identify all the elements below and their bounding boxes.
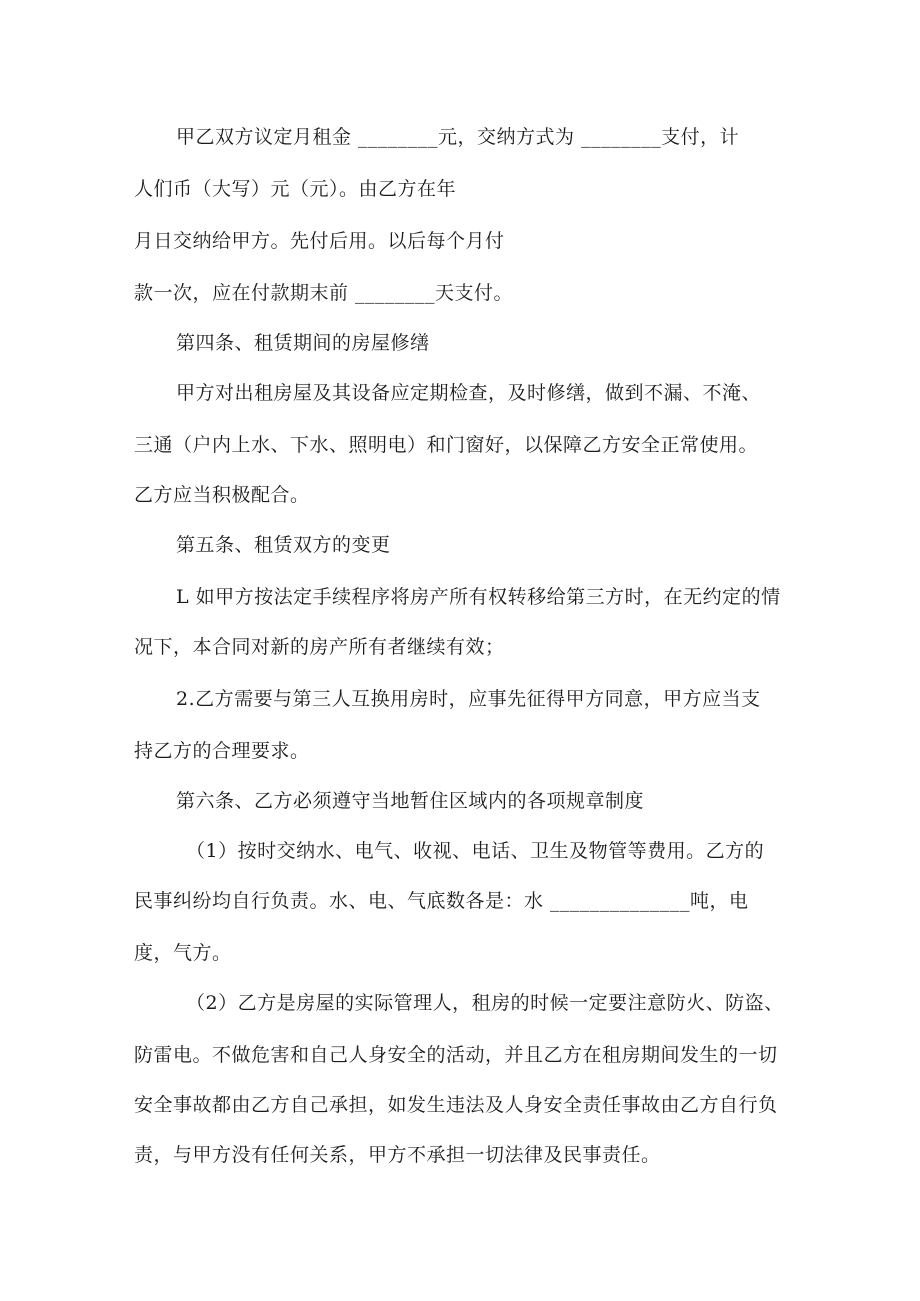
article-4-heading: 第四条、租赁期间的房屋修缮 — [176, 332, 430, 354]
rent-clause-line-4: 款一次，应在付款期末前 ________天支付。 — [134, 282, 514, 304]
rule-2-line-2: 防雷电。不做危害和自己人身安全的活动，并且乙方在租房期间发生的一切 — [134, 1044, 778, 1066]
repair-clause-line-2: 三通（户内上水、下水、照明电）和门窗好，以保障乙方安全正常使用。 — [134, 434, 759, 456]
rent-clause-line-3: 月日交纳给甲方。先付后用。以后每个月付 — [134, 230, 505, 252]
change-clause-2-line-1: 2.乙方需要与第三人互换用房时，应事先征得甲方同意，甲方应当支 — [176, 688, 761, 710]
article-5-heading: 第五条、租赁双方的变更 — [176, 534, 391, 556]
rule-1-line-2: 民事纠纷均自行负责。水、电、气底数各是：水 ______________吨，电 — [134, 890, 749, 912]
article-6-heading: 第六条、乙方必须遵守当地暂住区域内的各项规章制度 — [176, 790, 645, 812]
change-clause-2-line-2: 持乙方的合理要求。 — [134, 740, 310, 762]
repair-clause-line-1: 甲方对出租房屋及其设备应定期检查，及时修缮，做到不漏、不淹、 — [176, 382, 762, 404]
rule-2-line-3: 安全事故都由乙方自己承担，如发生违法及人身安全责任事故由乙方自行负 — [134, 1094, 778, 1116]
repair-clause-line-3: 乙方应当积极配合。 — [134, 484, 310, 506]
rent-clause-line-1: 甲乙双方议定月租金 ________元，交纳方式为 ________支付，计 — [176, 126, 740, 148]
rule-2-line-1: （2）乙方是房屋的实际管理人，租房的时候一定要注意防火、防盗、 — [186, 992, 784, 1014]
rule-1-line-1: （1）按时交纳水、电气、收视、电话、卫生及物管等费用。乙方的 — [186, 840, 765, 862]
rule-2-line-4: 责，与甲方没有任何关系，甲方不承担一切法律及民事责任。 — [134, 1144, 661, 1166]
rule-1-line-3: 度，气方。 — [134, 942, 232, 964]
change-clause-1-line-1: L 如甲方按法定手续程序将房产所有权转移给第三方时，在无约定的情 — [176, 586, 781, 608]
change-clause-1-line-2: 况下，本合同对新的房产所有者继续有效； — [134, 636, 505, 658]
rent-clause-line-2: 人们币（大写）元（元）。由乙方在年 — [134, 178, 457, 200]
